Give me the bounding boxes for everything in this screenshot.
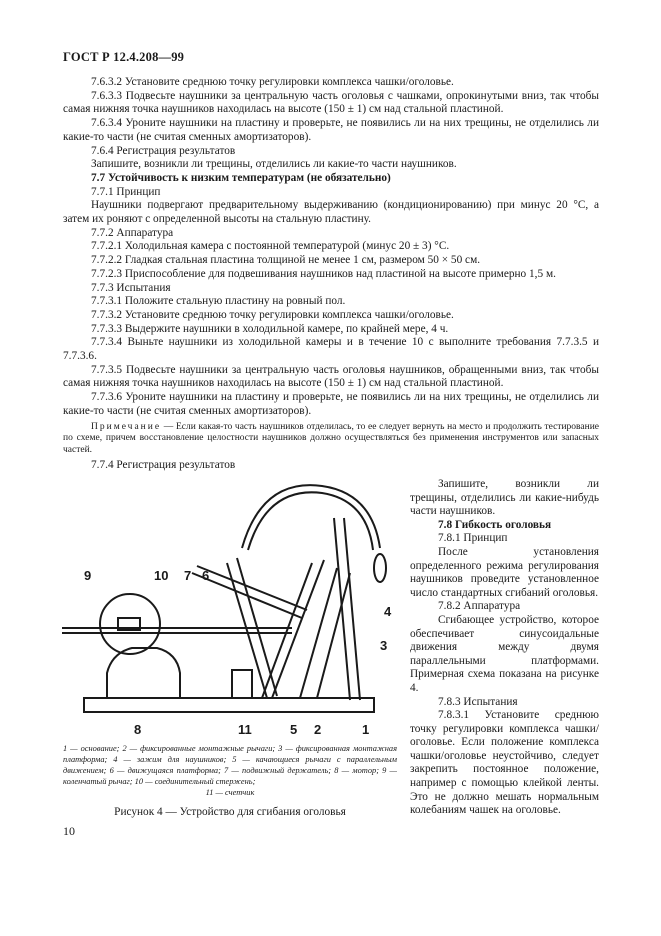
- section-heading: 7.7.1 Принцип: [91, 185, 161, 198]
- paragraph: Запишите, возникли ли трещины, отделились ли какие-нибудь части наушников.: [410, 478, 599, 518]
- fixed-platform: [334, 518, 350, 700]
- label-8: 8: [134, 722, 142, 737]
- paragraph: 7.7.3.2 Установите среднюю точку регулировки комплекса чашки/оголовье.: [91, 308, 454, 321]
- document-header: ГОСТ Р 12.4.208—99: [63, 50, 185, 64]
- note-text: — Если какая-то часть наушников отделилась, то ее следует вернуть на место и продолжить тестирование по схеме, причем восстановление целостности наушников должно осуществляться без применения инструментов или запасных частей.: [63, 421, 599, 455]
- figure-4-device: [62, 478, 402, 743]
- paragraph: 7.6.3.3 Подвесьте наушники за центральную часть оголовья с чашками, опрокинутыми вниз, так чтобы самая нижняя точка наушников находилась на высоте (150 ± 1) см над стальной пластиной.: [63, 89, 599, 116]
- label-7: 7: [184, 568, 192, 583]
- section-heading: 7.7.2 Аппаратура: [91, 226, 174, 239]
- right-column-text: [410, 478, 599, 818]
- section-heading: 7.8.3 Испытания: [438, 695, 518, 708]
- figure-legend: [63, 744, 397, 799]
- device-drawing: [62, 478, 402, 743]
- label-1: 1: [362, 722, 370, 737]
- section-heading-bold: 7.7 Устойчивость к низким температурам (не обязательно): [91, 171, 391, 184]
- paragraph: 7.7.3.6 Уроните наушники на пластину и проверьте, не появились ли на них трещины, не отделились ли какие-то части (не считая сменных амортизаторов).: [63, 391, 599, 417]
- paragraph: Наушники подвергают предварительному выдерживанию (кондиционированию) при минус 20 °С, а затем их роняют с определенной высоты на стальную пластину.: [63, 199, 599, 226]
- base-plate: [84, 698, 374, 712]
- motor-housing: [107, 648, 180, 698]
- figure-caption: Рисунок 4 — Устройство для сгибания оголовья: [114, 806, 346, 818]
- label-11: 11: [238, 722, 252, 737]
- label-3: 3: [380, 638, 388, 653]
- crank-wheel: [100, 594, 160, 654]
- paragraph: 7.7.3.5 Подвесьте наушники за центральную часть оголовья наушников, обращенными вниз, так чтобы самая нижняя точка наушников находилась на высоте (150 ± 1) см над стальной пластиной.: [63, 363, 599, 390]
- arm: [262, 563, 312, 698]
- paragraph: 7.7.3.1 Положите стальную пластину на ровный пол.: [91, 295, 346, 308]
- section-heading: 7.7.4 Регистрация результатов: [91, 459, 236, 472]
- ear-cup: [374, 554, 386, 582]
- label-10: 10: [154, 568, 169, 583]
- paragraph: 7.8.3.1 Установите среднюю точку регулировки комплекса чашки/оголовье. Если положение комплекса чашки/оголовье неустойчиво, следует закрепить постоянное положение, например с помощью клейкой ленты. Это не должно мешать нормальным колебаниям чашек на оголовье.: [410, 709, 599, 817]
- label-2: 2: [314, 722, 322, 737]
- paragraph: 7.6.3.4 Уроните наушники на пластину и проверьте, не появились ли на них трещины, не отделились ли какие-то части (не считая сменных амортизаторов).: [63, 117, 599, 143]
- paragraph: После установления определенного режима регулирования наушников проведите установленное число стандартных сгибаний оголовья.: [410, 545, 599, 599]
- label-5: 5: [290, 722, 298, 737]
- legend-last-item: 11 — счетчик: [205, 787, 255, 797]
- label-4: 4: [384, 604, 392, 619]
- legend-text: 1 — основание; 2 — фиксированные монтажные рычаги; 3 — фиксированная монтажная платформа; 4 — зажим для наушников; 5 — качающиеся рычаги с параллельным движением; 6 — движущаяся платформа; 7 — подвижный держатель; 8 — мотор; 9 — коленчатый рычаг; 10 — соединительный стержень;: [63, 744, 397, 786]
- note: [63, 422, 599, 457]
- section-heading: 7.8.2 Аппаратура: [438, 600, 521, 613]
- paragraph: 7.7.2.2 Гладкая стальная пластина толщиной не менее 1 см, размером 50 × 50 см.: [91, 254, 481, 267]
- paragraph: 7.7.3.4 Выньте наушники из холодильной камеры и в течение 10 с выполните требования 7.7.3.5 и 7.7.3.6.: [63, 336, 599, 363]
- paragraph: Сгибающее устройство, которое обеспечивает синусоидальные движения между двумя параллельными платформами. Примерная схема показана на рисунке 4.: [410, 613, 599, 694]
- note-label: Примечание: [91, 421, 162, 432]
- section-heading-bold: 7.8 Гибкость оголовья: [438, 518, 552, 531]
- paragraph: 7.6.3.2 Установите среднюю точку регулировки комплекса чашки/оголовье.: [91, 76, 454, 88]
- section-heading: 7.7.3 Испытания: [91, 281, 171, 294]
- page-number: 10: [63, 824, 75, 838]
- counter-box: [232, 670, 252, 698]
- section-heading: 7.6.4 Регистрация результатов: [91, 144, 236, 157]
- paragraph: 7.7.3.3 Выдержите наушники в холодильной камере, по крайней мере, 4 ч.: [91, 322, 449, 335]
- fixed-platform-edge: [344, 518, 360, 700]
- paragraph: 7.7.2.3 Приспособление для подвешивания наушников над пластиной на высоте примерно 1,5 м.: [91, 267, 556, 280]
- label-6: 6: [202, 568, 210, 583]
- paragraph: 7.7.2.1 Холодильная камера с постоянной температурой (минус 20 ± 3) °С.: [91, 240, 450, 253]
- section-heading: 7.8.1 Принцип: [438, 532, 508, 545]
- moving-holder-edge: [197, 566, 307, 610]
- main-text: [63, 76, 599, 473]
- arm: [300, 568, 337, 698]
- label-9: 9: [84, 568, 92, 583]
- paragraph: Запишите, возникли ли трещины, отделились ли какие-то части наушников.: [91, 158, 457, 171]
